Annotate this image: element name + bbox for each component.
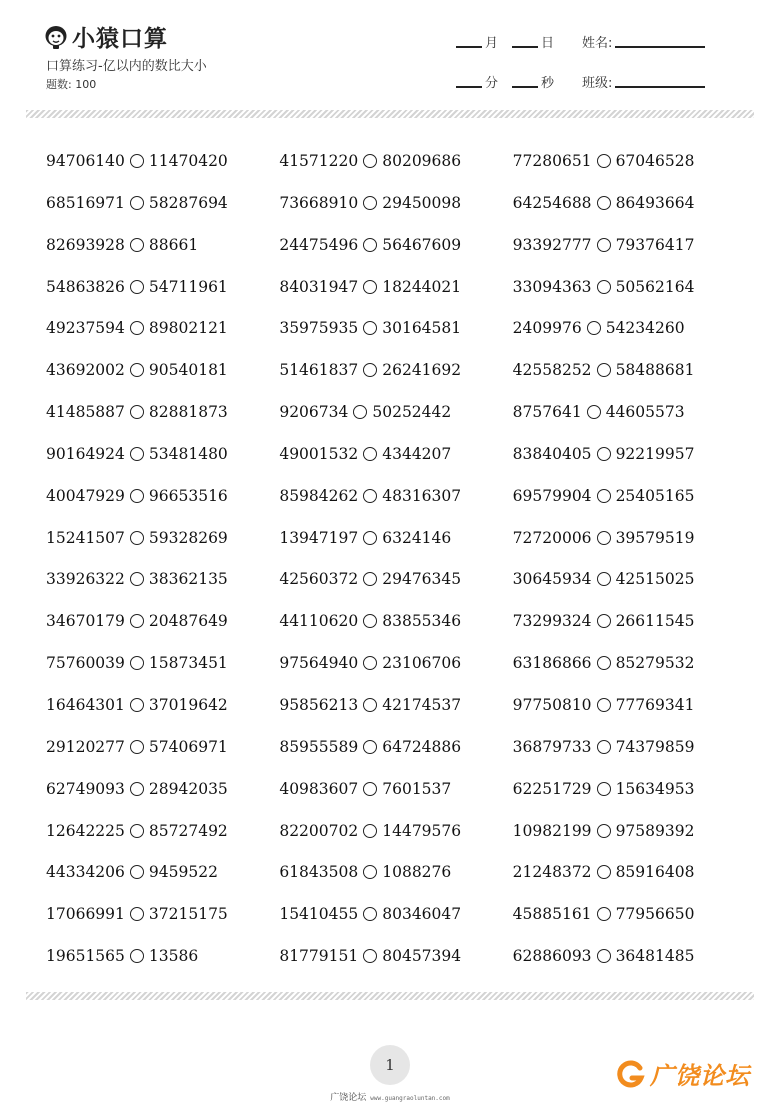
right-number: 42515025 bbox=[615, 570, 695, 589]
right-number: 58287694 bbox=[148, 193, 228, 212]
problem-item bbox=[46, 778, 279, 820]
left-number: 30645934 bbox=[512, 570, 592, 589]
page-number: 1 bbox=[370, 1045, 410, 1085]
answer-circle[interactable] bbox=[363, 572, 377, 586]
answer-circle[interactable] bbox=[597, 280, 611, 294]
problem-row bbox=[46, 276, 746, 318]
right-number: 37215175 bbox=[148, 905, 228, 924]
class-label: 班级: bbox=[582, 76, 613, 91]
problem-item bbox=[46, 150, 279, 192]
answer-circle[interactable] bbox=[597, 238, 611, 252]
problem-item bbox=[279, 568, 512, 610]
left-number: 73668910 bbox=[279, 193, 359, 212]
right-number: 85916408 bbox=[615, 863, 695, 882]
month-blank[interactable] bbox=[456, 45, 482, 48]
answer-circle[interactable] bbox=[597, 740, 611, 754]
problem-row bbox=[46, 861, 746, 903]
answer-circle[interactable] bbox=[130, 447, 144, 461]
left-number: 64254688 bbox=[512, 193, 592, 212]
problem-row bbox=[46, 192, 746, 234]
answer-circle[interactable] bbox=[363, 238, 377, 252]
problem-item bbox=[513, 527, 746, 569]
right-number: 38362135 bbox=[148, 570, 228, 589]
left-number: 15410455 bbox=[279, 905, 359, 924]
problem-row bbox=[46, 778, 746, 820]
answer-circle[interactable] bbox=[130, 949, 144, 963]
left-number: 33926322 bbox=[46, 570, 125, 589]
right-number: 59328269 bbox=[148, 528, 228, 547]
right-number: 13586 bbox=[148, 947, 199, 966]
problem-item bbox=[279, 527, 512, 569]
problem-item bbox=[279, 443, 512, 485]
problem-item bbox=[46, 276, 279, 318]
left-number: 73299324 bbox=[512, 612, 592, 631]
date-field bbox=[456, 32, 708, 51]
second-label: 秒 bbox=[541, 76, 555, 91]
problem-item bbox=[279, 945, 512, 987]
answer-circle[interactable] bbox=[363, 865, 377, 879]
right-number: 7601537 bbox=[382, 779, 452, 798]
answer-circle[interactable] bbox=[363, 824, 377, 838]
right-number: 92219957 bbox=[615, 444, 695, 463]
left-number: 93392777 bbox=[512, 235, 592, 254]
footer-site-name: 广饶论坛 bbox=[330, 1093, 367, 1103]
right-number: 23106706 bbox=[382, 654, 462, 673]
right-number: 29450098 bbox=[382, 193, 462, 212]
problem-item bbox=[46, 694, 279, 736]
answer-circle[interactable] bbox=[130, 531, 144, 545]
right-number: 30164581 bbox=[382, 319, 462, 338]
right-number: 1088276 bbox=[382, 863, 452, 882]
right-number: 57406971 bbox=[148, 737, 228, 756]
answer-circle[interactable] bbox=[597, 363, 611, 377]
monkey-face-icon bbox=[44, 24, 68, 50]
problem-item bbox=[513, 736, 746, 778]
answer-circle[interactable] bbox=[363, 698, 377, 712]
right-number: 82881873 bbox=[148, 403, 228, 422]
problem-item bbox=[46, 443, 279, 485]
problem-item bbox=[513, 694, 746, 736]
name-blank[interactable] bbox=[615, 45, 705, 48]
answer-circle[interactable] bbox=[363, 614, 377, 628]
problem-item bbox=[279, 401, 512, 443]
answer-circle[interactable] bbox=[363, 489, 377, 503]
minute-label: 分 bbox=[485, 76, 499, 91]
right-number: 80346047 bbox=[382, 905, 462, 924]
problem-item bbox=[46, 861, 279, 903]
problem-item bbox=[46, 527, 279, 569]
problem-item bbox=[46, 903, 279, 945]
problem-item bbox=[513, 903, 746, 945]
left-number: 68516971 bbox=[46, 193, 125, 212]
left-number: 82200702 bbox=[279, 821, 359, 840]
right-number: 77956650 bbox=[615, 905, 695, 924]
problem-item bbox=[46, 945, 279, 987]
left-number: 90164924 bbox=[46, 444, 125, 463]
problem-item bbox=[513, 485, 746, 527]
answer-circle[interactable] bbox=[363, 531, 377, 545]
left-number: 35975935 bbox=[279, 319, 359, 338]
day-blank[interactable] bbox=[512, 45, 538, 48]
left-number: 62251729 bbox=[512, 779, 592, 798]
right-number: 86493664 bbox=[615, 193, 695, 212]
left-number: 2409976 bbox=[512, 319, 582, 338]
answer-circle[interactable] bbox=[597, 572, 611, 586]
left-number: 77280651 bbox=[512, 152, 592, 170]
problem-item bbox=[46, 234, 279, 276]
right-number: 26241692 bbox=[382, 361, 462, 380]
right-number: 50562164 bbox=[615, 277, 695, 296]
problem-item bbox=[513, 401, 746, 443]
problem-item bbox=[279, 276, 512, 318]
problem-row bbox=[46, 485, 746, 527]
right-number: 64724886 bbox=[382, 737, 462, 756]
left-number: 62886093 bbox=[512, 947, 592, 966]
problem-item bbox=[279, 192, 512, 234]
left-number: 41485887 bbox=[46, 403, 125, 422]
problem-item bbox=[279, 820, 512, 862]
left-number: 51461837 bbox=[279, 361, 359, 380]
day-label: 日 bbox=[541, 36, 555, 51]
problem-item bbox=[513, 359, 746, 401]
problem-row bbox=[46, 903, 746, 945]
answer-circle[interactable] bbox=[363, 949, 377, 963]
left-number: 83840405 bbox=[512, 444, 592, 463]
answer-circle[interactable] bbox=[597, 531, 611, 545]
answer-circle[interactable] bbox=[130, 489, 144, 503]
answer-circle[interactable] bbox=[130, 572, 144, 586]
left-number: 33094363 bbox=[512, 277, 592, 296]
second-blank[interactable] bbox=[512, 85, 538, 88]
right-number: 18244021 bbox=[382, 277, 462, 296]
right-number: 26611545 bbox=[615, 612, 695, 631]
right-number: 36481485 bbox=[615, 947, 695, 966]
problem-item bbox=[513, 778, 746, 820]
problem-item bbox=[279, 610, 512, 652]
problem-item bbox=[46, 610, 279, 652]
right-number: 15873451 bbox=[148, 654, 228, 673]
answer-circle[interactable] bbox=[130, 196, 144, 210]
right-number: 11470420 bbox=[148, 152, 228, 170]
left-number: 41571220 bbox=[279, 152, 359, 170]
left-number: 63186866 bbox=[512, 654, 592, 673]
problem-item bbox=[46, 736, 279, 778]
right-number: 85727492 bbox=[148, 821, 228, 840]
answer-circle[interactable] bbox=[130, 865, 144, 879]
right-number: 58488681 bbox=[615, 361, 695, 380]
answer-circle[interactable] bbox=[597, 824, 611, 838]
answer-circle[interactable] bbox=[363, 280, 377, 294]
right-number: 88661 bbox=[148, 235, 199, 254]
left-number: 69579904 bbox=[512, 486, 592, 505]
left-number: 97750810 bbox=[512, 695, 592, 714]
problem-grid bbox=[46, 150, 746, 987]
left-number: 10982199 bbox=[512, 821, 592, 840]
right-number: 80209686 bbox=[382, 152, 462, 170]
problem-item bbox=[279, 778, 512, 820]
answer-circle[interactable] bbox=[363, 321, 377, 335]
brand-name: 小猿口算 bbox=[72, 26, 168, 52]
problem-item bbox=[513, 192, 746, 234]
problem-item bbox=[46, 652, 279, 694]
answer-circle[interactable] bbox=[597, 196, 611, 210]
right-number: 85279532 bbox=[615, 654, 695, 673]
problem-row bbox=[46, 317, 746, 359]
left-number: 40047929 bbox=[46, 486, 125, 505]
answer-circle[interactable] bbox=[130, 782, 144, 796]
left-number: 44334206 bbox=[46, 863, 125, 882]
right-number: 50252442 bbox=[372, 403, 452, 422]
problem-item bbox=[279, 150, 512, 192]
left-number: 61843508 bbox=[279, 863, 359, 882]
footer-site-url: www.guangraoluntan.com bbox=[370, 1095, 450, 1102]
g-logo-icon bbox=[616, 1059, 646, 1089]
left-number: 49001532 bbox=[279, 444, 359, 463]
problem-item bbox=[46, 568, 279, 610]
right-number: 96653516 bbox=[148, 486, 228, 505]
left-number: 44110620 bbox=[279, 612, 359, 631]
right-number: 4344207 bbox=[382, 444, 452, 463]
class-blank[interactable] bbox=[615, 85, 705, 88]
problem-row bbox=[46, 234, 746, 276]
left-number: 17066991 bbox=[46, 905, 125, 924]
left-number: 81779151 bbox=[279, 947, 359, 966]
worksheet-title: 口算练习-亿以内的数比大小 bbox=[46, 59, 207, 74]
left-number: 24475496 bbox=[279, 235, 359, 254]
answer-circle[interactable] bbox=[130, 321, 144, 335]
answer-circle[interactable] bbox=[597, 782, 611, 796]
problem-item bbox=[513, 234, 746, 276]
name-label: 姓名: bbox=[582, 36, 613, 51]
left-number: 12642225 bbox=[46, 821, 125, 840]
problem-item bbox=[279, 359, 512, 401]
right-number: 54234260 bbox=[605, 319, 685, 338]
answer-circle[interactable] bbox=[130, 280, 144, 294]
left-number: 29120277 bbox=[46, 737, 125, 756]
bottom-divider bbox=[26, 992, 754, 1000]
problem-count: 题数: 100 bbox=[46, 78, 97, 91]
right-number: 67046528 bbox=[615, 152, 695, 170]
problem-item bbox=[46, 820, 279, 862]
problem-row bbox=[46, 820, 746, 862]
answer-circle[interactable] bbox=[130, 238, 144, 252]
right-number: 6324146 bbox=[382, 528, 452, 547]
left-number: 54863826 bbox=[46, 277, 125, 296]
left-number: 97564940 bbox=[279, 654, 359, 673]
left-number: 16464301 bbox=[46, 695, 125, 714]
problem-item bbox=[279, 861, 512, 903]
answer-circle[interactable] bbox=[597, 656, 611, 670]
right-number: 83855346 bbox=[382, 612, 462, 631]
left-number: 8757641 bbox=[512, 403, 582, 422]
footer bbox=[0, 1090, 780, 1103]
answer-circle[interactable] bbox=[130, 405, 144, 419]
top-divider bbox=[26, 110, 754, 118]
problem-item bbox=[513, 317, 746, 359]
problem-item bbox=[513, 443, 746, 485]
problem-row bbox=[46, 694, 746, 736]
right-number: 9459522 bbox=[148, 863, 218, 882]
right-number: 77769341 bbox=[615, 695, 695, 714]
answer-circle[interactable] bbox=[130, 614, 144, 628]
right-number: 25405165 bbox=[615, 486, 695, 505]
right-number: 15634953 bbox=[615, 779, 695, 798]
answer-circle[interactable] bbox=[363, 740, 377, 754]
left-number: 95856213 bbox=[279, 695, 359, 714]
right-number: 79376417 bbox=[615, 235, 695, 254]
right-number: 39579519 bbox=[615, 528, 695, 547]
problem-item bbox=[46, 192, 279, 234]
left-number: 9206734 bbox=[279, 403, 349, 422]
answer-circle[interactable] bbox=[597, 907, 611, 921]
problem-item bbox=[279, 736, 512, 778]
problem-row bbox=[46, 150, 746, 192]
left-number: 13947197 bbox=[279, 528, 359, 547]
left-number: 85955589 bbox=[279, 737, 359, 756]
minute-blank[interactable] bbox=[456, 85, 482, 88]
problem-row bbox=[46, 401, 746, 443]
left-number: 15241507 bbox=[46, 528, 125, 547]
answer-circle[interactable] bbox=[130, 154, 144, 168]
right-number: 80457394 bbox=[382, 947, 462, 966]
left-number: 49237594 bbox=[46, 319, 125, 338]
left-number: 42558252 bbox=[512, 361, 592, 380]
answer-circle[interactable] bbox=[363, 907, 377, 921]
watermark-text: 广饶论坛 bbox=[650, 1062, 750, 1090]
problem-row bbox=[46, 610, 746, 652]
problem-item bbox=[46, 317, 279, 359]
left-number: 45885161 bbox=[512, 905, 592, 924]
problem-item bbox=[513, 568, 746, 610]
answer-circle[interactable] bbox=[597, 949, 611, 963]
brand-logo bbox=[44, 20, 168, 53]
problem-item bbox=[279, 485, 512, 527]
right-number: 48316307 bbox=[382, 486, 462, 505]
right-number: 54711961 bbox=[148, 277, 228, 296]
left-number: 34670179 bbox=[46, 612, 125, 631]
right-number: 90540181 bbox=[148, 361, 228, 380]
problem-row bbox=[46, 652, 746, 694]
left-number: 62749093 bbox=[46, 779, 125, 798]
left-number: 36879733 bbox=[512, 737, 592, 756]
left-number: 40983607 bbox=[279, 779, 359, 798]
left-number: 84031947 bbox=[279, 277, 359, 296]
month-label: 月 bbox=[485, 36, 499, 51]
problem-row bbox=[46, 945, 746, 987]
right-number: 37019642 bbox=[148, 695, 228, 714]
problem-item bbox=[279, 234, 512, 276]
problem-item bbox=[279, 652, 512, 694]
problem-row bbox=[46, 736, 746, 778]
problem-item bbox=[279, 694, 512, 736]
answer-circle[interactable] bbox=[363, 656, 377, 670]
answer-circle[interactable] bbox=[597, 865, 611, 879]
answer-circle[interactable] bbox=[130, 656, 144, 670]
problem-row bbox=[46, 443, 746, 485]
left-number: 82693928 bbox=[46, 235, 125, 254]
answer-circle[interactable] bbox=[597, 154, 611, 168]
problem-item bbox=[513, 945, 746, 987]
answer-circle[interactable] bbox=[130, 698, 144, 712]
answer-circle[interactable] bbox=[597, 489, 611, 503]
right-number: 53481480 bbox=[148, 444, 228, 463]
answer-circle[interactable] bbox=[363, 196, 377, 210]
time-field bbox=[456, 72, 708, 91]
answer-circle[interactable] bbox=[363, 447, 377, 461]
problem-item bbox=[513, 150, 746, 192]
problem-item bbox=[513, 610, 746, 652]
answer-circle[interactable] bbox=[587, 321, 601, 335]
answer-circle[interactable] bbox=[587, 405, 601, 419]
left-number: 19651565 bbox=[46, 947, 125, 966]
right-number: 44605573 bbox=[605, 403, 685, 422]
problem-item bbox=[279, 317, 512, 359]
problem-item bbox=[513, 820, 746, 862]
right-number: 42174537 bbox=[382, 695, 462, 714]
answer-circle[interactable] bbox=[363, 363, 377, 377]
problem-row bbox=[46, 359, 746, 401]
left-number: 75760039 bbox=[46, 654, 125, 673]
right-number: 56467609 bbox=[382, 235, 462, 254]
answer-circle[interactable] bbox=[597, 614, 611, 628]
left-number: 72720006 bbox=[512, 528, 592, 547]
left-number: 21248372 bbox=[512, 863, 592, 882]
answer-circle[interactable] bbox=[130, 907, 144, 921]
answer-circle[interactable] bbox=[363, 154, 377, 168]
watermark-logo bbox=[616, 1056, 750, 1091]
answer-circle[interactable] bbox=[597, 698, 611, 712]
answer-circle[interactable] bbox=[130, 740, 144, 754]
right-number: 28942035 bbox=[148, 779, 228, 798]
problem-row bbox=[46, 527, 746, 569]
left-number: 43692002 bbox=[46, 361, 125, 380]
right-number: 29476345 bbox=[382, 570, 462, 589]
problem-item bbox=[513, 652, 746, 694]
right-number: 89802121 bbox=[148, 319, 228, 338]
right-number: 74379859 bbox=[615, 737, 695, 756]
problem-item bbox=[513, 276, 746, 318]
answer-circle[interactable] bbox=[363, 782, 377, 796]
problem-item bbox=[279, 903, 512, 945]
problem-item bbox=[46, 485, 279, 527]
answer-circle[interactable] bbox=[597, 447, 611, 461]
problem-row bbox=[46, 568, 746, 610]
answer-circle[interactable] bbox=[130, 824, 144, 838]
answer-circle[interactable] bbox=[130, 363, 144, 377]
right-number: 20487649 bbox=[148, 612, 228, 631]
problem-item bbox=[46, 401, 279, 443]
right-number: 97589392 bbox=[615, 821, 695, 840]
left-number: 85984262 bbox=[279, 486, 359, 505]
problem-item bbox=[46, 359, 279, 401]
left-number: 94706140 bbox=[46, 152, 125, 170]
problem-item bbox=[513, 861, 746, 903]
left-number: 42560372 bbox=[279, 570, 359, 589]
answer-circle[interactable] bbox=[353, 405, 367, 419]
right-number: 14479576 bbox=[382, 821, 462, 840]
